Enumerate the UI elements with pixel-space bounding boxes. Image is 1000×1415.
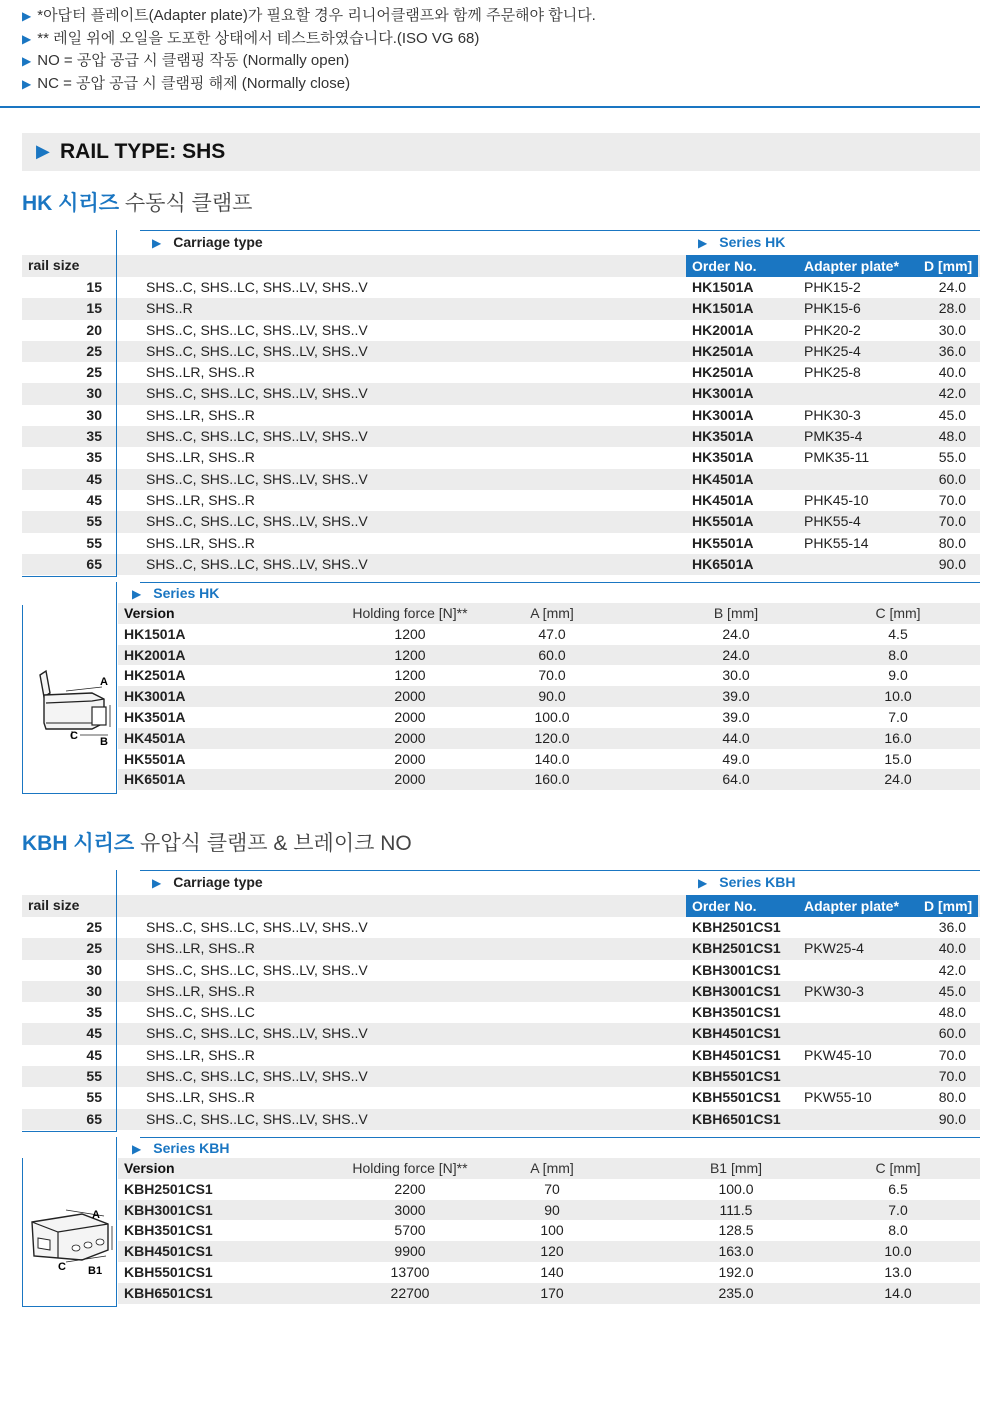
holding-force-cell: 2000 [394, 688, 426, 705]
version-cell: HK6501A [124, 771, 186, 788]
spec-row [118, 624, 980, 645]
carriage-type-cell: SHS..C, SHS..LC [146, 1004, 255, 1021]
rail-size-cell: 35 [86, 449, 102, 466]
hk-spec-table [118, 582, 980, 790]
b-mm-cell: 49.0 [722, 750, 750, 767]
note-item: ▶ NC = 공압 공급 시 클램핑 해제 (Normally close) [22, 74, 351, 92]
spec-row [118, 1262, 980, 1283]
adapter-plate-cell: PHK25-8 [804, 364, 861, 381]
table-border [140, 582, 980, 583]
order-number-cell: HK1501A [692, 300, 754, 317]
d-mm-cell: 70.0 [938, 513, 966, 530]
carriage-type-cell: SHS..C, SHS..LC, SHS..LV, SHS..V [146, 1110, 368, 1127]
holding-force-cell: 1200 [394, 625, 426, 642]
adapter-plate-cell: PHK20-2 [804, 321, 861, 338]
b-mm-cell: 39.0 [722, 688, 750, 705]
order-number-cell: KBH3501CS1 [692, 1004, 781, 1021]
triangle-bullet-icon: ▶ [132, 1142, 142, 1156]
d-mm-cell: 60.0 [938, 1025, 966, 1042]
table-row [22, 938, 980, 959]
table-row [22, 960, 980, 981]
table-row [22, 1109, 980, 1130]
spec-row [118, 1220, 980, 1241]
b-mm-cell: 235.0 [718, 1284, 754, 1301]
triangle-bullet-icon: ▶ [22, 54, 32, 68]
rail-size-cell: 45 [86, 491, 102, 508]
adapter-plate-cell: PHK45-10 [804, 491, 869, 508]
carriage-type-cell: SHS..LR, SHS..R [146, 1046, 255, 1063]
note-item: ▶ ** 레일 위에 오일을 도포한 상태에서 테스트하였습니다.(ISO VG 68) [22, 29, 480, 47]
d-mm-cell: 60.0 [938, 470, 966, 487]
d-mm-cell: 28.0 [938, 300, 966, 317]
order-number-cell: KBH3001CS1 [692, 961, 781, 978]
rail-size-cell: 55 [86, 1068, 102, 1085]
carriage-type-cell: SHS..C, SHS..LC, SHS..LV, SHS..V [146, 385, 368, 402]
table-border [22, 793, 117, 794]
c-mm-cell: 15.0 [884, 750, 912, 767]
kbh-selection-table [22, 870, 980, 1130]
spec-row [118, 769, 980, 790]
rail-size-cell: 35 [86, 428, 102, 445]
table-border [116, 870, 117, 1132]
version-cell: KBH2501CS1 [124, 1180, 213, 1197]
series-header-bar: Order No. Adapter plate* D [mm] [686, 255, 978, 277]
spec-row [118, 749, 980, 770]
order-number-cell: KBH2501CS1 [692, 940, 781, 957]
diagram-label-c: C [58, 1261, 66, 1273]
order-number-cell: HK2001A [692, 321, 754, 338]
table-column-header: rail size Order No. Adapter plate* D [mm] [22, 895, 980, 917]
carriage-type-cell: SHS..C, SHS..LC, SHS..LV, SHS..V [146, 1068, 368, 1085]
adapter-plate-cell: PKW45-10 [804, 1046, 872, 1063]
rail-type-heading: RAIL TYPE: SHS [60, 140, 226, 163]
holding-force-cell: 2200 [394, 1180, 426, 1197]
version-cell: HK3501A [124, 708, 186, 725]
table-row [22, 298, 980, 319]
d-mm-cell: 70.0 [938, 1046, 966, 1063]
table-border [22, 1131, 117, 1132]
diagram-label-b: B [100, 736, 108, 748]
carriage-type-cell: SHS..LR, SHS..R [146, 406, 255, 423]
b-mm-cell: 64.0 [722, 771, 750, 788]
clamp-diagram-icon [22, 665, 116, 755]
d-mm-cell: 36.0 [938, 342, 966, 359]
table-row [22, 277, 980, 298]
a-mm-cell: 160.0 [534, 771, 570, 788]
rail-size-cell: 30 [86, 961, 102, 978]
adapter-plate-cell: PMK35-4 [804, 428, 863, 445]
rail-size-cell: 35 [86, 1004, 102, 1021]
diagram-label-c: C [70, 730, 78, 742]
adapter-plate-cell: PKW25-4 [804, 940, 864, 957]
carriage-type-cell: SHS..LR, SHS..R [146, 534, 255, 551]
c-mm-cell: 7.0 [888, 1201, 908, 1218]
version-cell: HK5501A [124, 750, 186, 767]
version-cell: HK3001A [124, 688, 186, 705]
triangle-bullet-icon: ▶ [22, 9, 32, 23]
a-mm-cell: 140 [540, 1263, 564, 1280]
notes-list [22, 5, 980, 95]
carriage-type-cell: SHS..C, SHS..LC, SHS..LV, SHS..V [146, 279, 368, 295]
table-row [22, 1087, 980, 1108]
b-mm-cell: 111.5 [719, 1201, 753, 1218]
rail-size-cell: 20 [86, 321, 102, 338]
spec-row [118, 665, 980, 686]
order-number-cell: HK5501A [692, 534, 754, 551]
spec-row [118, 707, 980, 728]
hk-rows [22, 277, 980, 575]
a-mm-cell: 90 [544, 1201, 560, 1218]
rail-size-cell: 15 [86, 300, 102, 317]
carriage-type-cell: SHS..C, SHS..LC, SHS..LV, SHS..V [146, 470, 368, 487]
rail-size-cell: 30 [86, 982, 102, 999]
carriage-type-cell: SHS..LR, SHS..R [146, 491, 255, 508]
c-mm-cell: 14.0 [884, 1284, 912, 1301]
version-cell: KBH3501CS1 [124, 1222, 213, 1239]
adapter-plate-cell: PKW30-3 [804, 982, 864, 999]
holding-force-cell: 1200 [394, 667, 426, 684]
table-border [116, 1137, 117, 1307]
adapter-plate-cell: PHK55-14 [804, 534, 869, 551]
d-mm-cell: 48.0 [938, 1004, 966, 1021]
rail-size-cell: 30 [86, 406, 102, 423]
table-border [140, 870, 980, 871]
table-row [22, 469, 980, 490]
a-mm-cell: 170 [540, 1284, 564, 1301]
order-number-cell: KBH2501CS1 [692, 919, 781, 935]
d-mm-cell: 40.0 [938, 364, 966, 381]
c-mm-cell: 6.5 [888, 1180, 908, 1197]
hk-section-title: HK 시리즈 수동식 클램프 [22, 192, 253, 215]
table-group-header: ▶ Carriage type ▶ Series KBH [152, 874, 796, 890]
rail-size-cell: 45 [86, 1046, 102, 1063]
triangle-bullet-icon: ▶ [22, 31, 32, 46]
c-mm-cell: 8.0 [888, 1222, 908, 1239]
holding-force-cell: 2000 [394, 750, 426, 767]
carriage-type-cell: SHS..LR, SHS..R [146, 940, 255, 957]
triangle-bullet-icon: ▶ [698, 876, 708, 890]
holding-force-cell: 2000 [394, 729, 426, 746]
table-column-header: rail size Order No. Adapter plate* D [mm] [22, 255, 980, 277]
holding-force-cell: 22700 [390, 1284, 430, 1301]
a-mm-cell: 140.0 [534, 750, 570, 767]
d-mm-cell: 90.0 [938, 1110, 966, 1127]
table-row [22, 362, 980, 383]
holding-force-cell: 1200 [394, 646, 426, 663]
spec-row [118, 1179, 980, 1200]
order-number-cell: KBH4501CS1 [692, 1046, 781, 1063]
adapter-plate-cell: PHK30-3 [804, 406, 861, 423]
d-mm-cell: 70.0 [938, 1068, 966, 1085]
order-number-cell: HK6501A [692, 555, 754, 572]
table-row [22, 447, 980, 468]
adapter-plate-cell: PHK15-2 [804, 279, 861, 295]
a-mm-cell: 70.0 [538, 667, 566, 684]
hk-selection-table [22, 230, 980, 575]
b-mm-cell: 100.0 [718, 1180, 754, 1197]
rail-size-cell: 25 [86, 342, 102, 359]
carriage-type-cell: SHS..C, SHS..LC, SHS..LV, SHS..V [146, 342, 368, 359]
triangle-bullet-icon: ▶ [152, 876, 162, 890]
d-mm-cell: 90.0 [938, 555, 966, 572]
order-number-cell: HK2501A [692, 342, 754, 359]
version-cell: KBH5501CS1 [124, 1263, 213, 1280]
d-mm-cell: 24.0 [938, 279, 966, 295]
a-mm-cell: 70 [544, 1180, 560, 1197]
c-mm-cell: 9.0 [888, 667, 908, 684]
table-row [22, 1066, 980, 1087]
rail-size-cell: 65 [86, 555, 102, 572]
holding-force-cell: 2000 [394, 708, 426, 725]
d-mm-cell: 45.0 [938, 982, 966, 999]
top-divider [0, 106, 980, 108]
order-number-cell: HK3001A [692, 406, 754, 423]
rail-size-cell: 45 [86, 1025, 102, 1042]
version-cell: KBH6501CS1 [124, 1284, 213, 1301]
kbh-section-title: KBH 시리즈 유압식 클램프 & 브레이크 NO [22, 832, 412, 855]
table-group-header: ▶ Carriage type ▶ Series HK [152, 234, 786, 250]
table-border [140, 1137, 980, 1138]
table-border [140, 230, 980, 231]
d-mm-cell: 45.0 [938, 406, 966, 423]
table-row [22, 320, 980, 341]
carriage-type-cell: SHS..R [146, 300, 193, 317]
order-number-cell: HK1501A [692, 279, 754, 295]
a-mm-cell: 100.0 [534, 708, 570, 725]
d-mm-cell: 36.0 [938, 919, 966, 935]
table-row [22, 383, 980, 404]
order-number-cell: KBH3001CS1 [692, 982, 781, 999]
order-number-cell: HK3501A [692, 449, 754, 466]
version-cell: KBH3001CS1 [124, 1201, 213, 1218]
c-mm-cell: 4.5 [888, 625, 908, 642]
c-mm-cell: 10.0 [884, 1243, 912, 1260]
adapter-plate-cell: PMK35-11 [804, 449, 870, 466]
b-mm-cell: 128.5 [718, 1222, 754, 1239]
d-mm-cell: 80.0 [938, 534, 966, 551]
d-mm-cell: 42.0 [938, 385, 966, 402]
b-mm-cell: 30.0 [722, 667, 750, 684]
carriage-type-cell: SHS..C, SHS..LC, SHS..LV, SHS..V [146, 961, 368, 978]
a-mm-cell: 60.0 [538, 646, 566, 663]
order-number-cell: HK3501A [692, 428, 754, 445]
adapter-plate-cell: PHK15-6 [804, 300, 861, 317]
version-cell: HK2001A [124, 646, 186, 663]
triangle-bullet-icon: ▶ [22, 76, 32, 91]
diagram-label-a: A [100, 676, 108, 688]
holding-force-cell: 3000 [394, 1201, 426, 1218]
triangle-bullet-icon: ▶ [36, 141, 50, 161]
b-mm-cell: 24.0 [722, 625, 750, 642]
c-mm-cell: 24.0 [884, 771, 912, 788]
note-item: ▶ *아답터 플레이트(Adapter plate)가 필요할 경우 리니어클램프와 함께 주문해야 합니다. [22, 7, 596, 24]
b-mm-cell: 44.0 [722, 729, 750, 746]
a-mm-cell: 90.0 [538, 688, 566, 705]
triangle-bullet-icon: ▶ [132, 587, 142, 601]
carriage-type-cell: SHS..LR, SHS..R [146, 982, 255, 999]
c-mm-cell: 7.0 [888, 708, 908, 725]
carriage-type-cell: SHS..C, SHS..LC, SHS..LV, SHS..V [146, 513, 368, 530]
holding-force-cell: 13700 [390, 1263, 430, 1280]
table-border [116, 230, 117, 577]
holding-force-cell: 9900 [394, 1243, 426, 1260]
table-border [22, 576, 117, 577]
rail-size-cell: 25 [86, 919, 102, 935]
rail-size-cell: 15 [86, 279, 102, 295]
order-number-cell: HK2501A [692, 364, 754, 381]
adapter-plate-cell: PKW55-10 [804, 1089, 872, 1106]
version-cell: HK1501A [124, 625, 186, 642]
spec-row [118, 1241, 980, 1262]
order-number-cell: KBH5501CS1 [692, 1089, 781, 1106]
diagram-label-b: B1 [88, 1265, 103, 1277]
triangle-bullet-icon: ▶ [152, 236, 162, 250]
version-cell: KBH4501CS1 [124, 1243, 213, 1260]
rail-size-cell: 25 [86, 364, 102, 381]
kbh-rows [22, 917, 980, 1130]
rail-size-cell: 65 [86, 1110, 102, 1127]
c-mm-cell: 16.0 [884, 729, 912, 746]
carriage-type-cell: SHS..LR, SHS..R [146, 364, 255, 381]
adapter-plate-cell: PHK25-4 [804, 342, 861, 359]
rail-size-cell: 55 [86, 1089, 102, 1106]
spec-column-header: Version Holding force [N]** A [mm] B [mm] C [mm] [118, 603, 980, 624]
note-item: ▶ NO = 공압 공급 시 클램핑 작동 (Normally open) [22, 52, 350, 69]
b-mm-cell: 24.0 [722, 646, 750, 663]
table-row [22, 981, 980, 1002]
version-cell: HK4501A [124, 729, 186, 746]
order-number-cell: HK5501A [692, 513, 754, 530]
rail-type-band [22, 133, 980, 171]
clamp-diagram-icon [22, 1200, 116, 1284]
order-number-cell: KBH4501CS1 [692, 1025, 781, 1042]
d-mm-cell: 70.0 [938, 491, 966, 508]
a-mm-cell: 100 [540, 1222, 564, 1239]
rail-size-cell: 55 [86, 534, 102, 551]
kbh-spec-table [118, 1137, 980, 1304]
carriage-type-cell: SHS..C, SHS..LC, SHS..LV, SHS..V [146, 919, 368, 935]
d-mm-cell: 55.0 [938, 449, 966, 466]
spec-column-header: Version Holding force [N]** A [mm] B1 [mm] C [mm] [118, 1158, 980, 1179]
order-number-cell: HK4501A [692, 470, 754, 487]
rail-size-cell: 30 [86, 385, 102, 402]
carriage-type-cell: SHS..C, SHS..LC, SHS..LV, SHS..V [146, 1025, 368, 1042]
spec-series-header: ▶ Series HK [132, 585, 220, 601]
rail-size-cell: 45 [86, 470, 102, 487]
table-border [22, 1306, 117, 1307]
order-number-cell: HK4501A [692, 491, 754, 508]
table-row [22, 554, 980, 575]
table-row [22, 405, 980, 426]
d-mm-cell: 42.0 [938, 961, 966, 978]
b-mm-cell: 39.0 [722, 708, 750, 725]
adapter-plate-cell: PHK55-4 [804, 513, 861, 530]
table-row [22, 1002, 980, 1023]
a-mm-cell: 120 [540, 1243, 564, 1260]
c-mm-cell: 8.0 [888, 646, 908, 663]
table-row [22, 1023, 980, 1044]
spec-series-header: ▶ Series KBH [132, 1140, 230, 1156]
triangle-bullet-icon: ▶ [698, 236, 708, 250]
spec-row [118, 686, 980, 707]
b-mm-cell: 163.0 [718, 1243, 754, 1260]
table-row [22, 426, 980, 447]
d-mm-cell: 30.0 [938, 321, 966, 338]
spec-row [118, 645, 980, 666]
table-row [22, 533, 980, 554]
d-mm-cell: 48.0 [938, 428, 966, 445]
carriage-type-cell: SHS..C, SHS..LC, SHS..LV, SHS..V [146, 428, 368, 445]
b-mm-cell: 192.0 [718, 1263, 754, 1280]
c-mm-cell: 10.0 [884, 688, 912, 705]
table-row [22, 341, 980, 362]
a-mm-cell: 47.0 [538, 625, 566, 642]
holding-force-cell: 2000 [394, 771, 426, 788]
c-mm-cell: 13.0 [884, 1263, 912, 1280]
spec-row [118, 1200, 980, 1221]
rail-size-cell: 55 [86, 513, 102, 530]
spec-row [118, 1283, 980, 1304]
carriage-type-cell: SHS..LR, SHS..R [146, 1089, 255, 1106]
table-row [22, 1045, 980, 1066]
order-number-cell: KBH5501CS1 [692, 1068, 781, 1085]
d-mm-cell: 40.0 [938, 940, 966, 957]
order-number-cell: HK3001A [692, 385, 754, 402]
table-row [22, 490, 980, 511]
table-row [22, 917, 980, 938]
diagram-label-a: A [92, 1209, 100, 1221]
table-row [22, 511, 980, 532]
version-cell: HK2501A [124, 667, 186, 684]
carriage-type-cell: SHS..LR, SHS..R [146, 449, 255, 466]
spec-row [118, 728, 980, 749]
series-header-bar: Order No. Adapter plate* D [mm] [686, 895, 978, 917]
carriage-type-cell: SHS..C, SHS..LC, SHS..LV, SHS..V [146, 321, 368, 338]
d-mm-cell: 80.0 [938, 1089, 966, 1106]
holding-force-cell: 5700 [394, 1222, 426, 1239]
table-border [116, 582, 117, 794]
a-mm-cell: 120.0 [534, 729, 570, 746]
carriage-type-cell: SHS..C, SHS..LC, SHS..LV, SHS..V [146, 555, 368, 572]
order-number-cell: KBH6501CS1 [692, 1110, 781, 1127]
rail-size-cell: 25 [86, 940, 102, 957]
